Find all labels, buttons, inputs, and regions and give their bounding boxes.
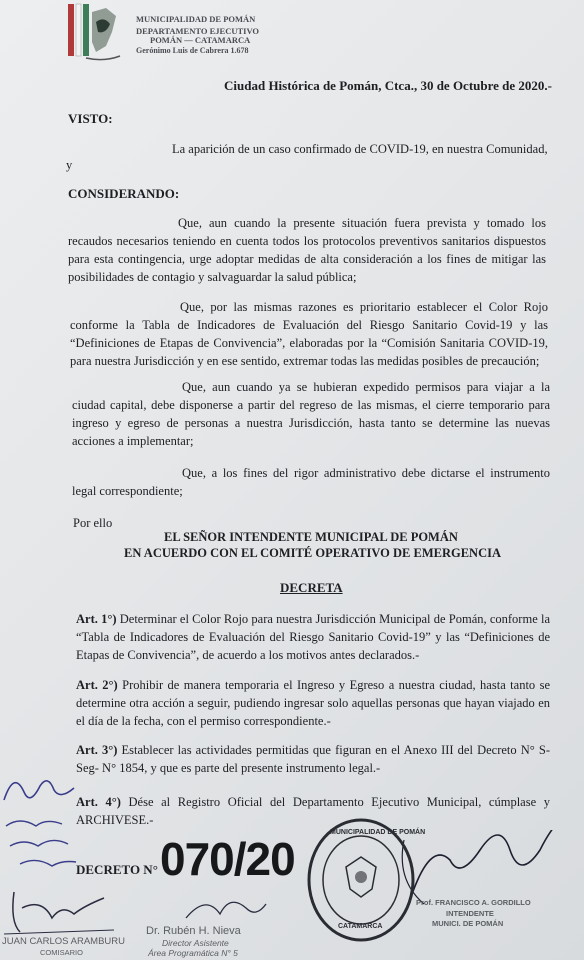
handwritten-note-icon	[0, 760, 90, 880]
signature-middle-icon	[180, 888, 270, 928]
signature-middle-name: Dr. Rubén H. Nieva	[146, 925, 241, 937]
header-line-2: DEPARTAMENTO EJECUTIVO	[136, 26, 260, 36]
signature-right-title-2: MUNICI. DE POMÁN	[432, 919, 504, 928]
article-text: Prohibir de manera temporaria el Ingreso y Egreso a nuestra ciudad, hasta tanto se determine otra acción a seguir, pudiendo ingresar solo aquellas personas que hayan viajado en el día de la fecha, con el permiso correspondiente.-	[76, 678, 551, 728]
header-line-3: POMÁN — CATAMARCA	[150, 35, 251, 45]
considerando-paragraph-4: Que, a los fines del rigor administrativo debe dictarse el instrumento legal correspondiente;	[72, 466, 550, 498]
seal-text-bottom: CATAMARCA	[338, 923, 383, 930]
article-1	[76, 610, 550, 664]
article-2	[76, 676, 550, 730]
intendente-line-2: EN ACUERDO CON EL COMITÉ OPERATIVO DE EMERGENCIA	[124, 546, 501, 560]
decreto-number: 070/20	[160, 833, 295, 885]
decreta-heading: DECRETA	[280, 580, 343, 595]
considerando-heading: CONSIDERANDO:	[68, 186, 180, 201]
considerando-paragraph-3: Que, aun cuando ya se hubieran expedido permisos para viajar a la ciudad capital, debe disponerse a partir del regreso de las mismas, el cierre temporario para ingreso y egreso de personas a nuestra Jurisdicción, hasta tanto se determine las nuevas acciones a implementar;	[72, 380, 550, 448]
article-text: Determinar el Color Rojo para nuestra Jurisdicción Municipal de Pomán, conforme la “Tabla de Indicadores de Evaluación del Riesgo Sanitario Covid-19” y las “Definiciones de Etapas de Convivencia”, de acuerdo a los motivos antes declarados.-	[76, 612, 550, 662]
article-text: Establecer las actividades permitidas que figuran en el Anexo III del Decreto N° S- Seg- N° 1854, y que es parte del presente instrumento legal.-	[76, 743, 551, 775]
seal-text-top: MUNICIPALIDAD DE POMÁN	[330, 829, 426, 836]
article-label: Art. 2°)	[76, 678, 118, 692]
visto-conjunction: y	[66, 158, 73, 172]
signature-left-icon	[4, 888, 114, 938]
article-label: Art. 4°)	[76, 795, 121, 809]
article-text: Dése al Registro Oficial del Departamento Ejecutivo Municipal, cúmplase y ARCHIVESE.-	[76, 795, 550, 827]
date-line: Ciudad Histórica de Pomán, Ctca., 30 de Octubre de 2020.-	[224, 78, 552, 93]
article-3	[76, 741, 550, 777]
considerando-paragraph-1: Que, aun cuando la presente situación fuera prevista y tomado los recaudos necesarios teniendo en cuenta todos los protocolos preventivos sanitarios dispuestos para esta contingencia, urge adoptar medidas de alta consideración a los fines de mitigar las posibilidades de contagio y salvaguardar la salud pública;	[68, 216, 546, 284]
signature-left-name: JUAN CARLOS ARAMBURU	[2, 936, 125, 947]
signature-middle-title-2: Área Programática N° 5	[148, 948, 238, 958]
municipal-logo-icon	[66, 2, 122, 62]
signature-left-title: COMISARIO	[40, 948, 83, 957]
por-ello: Por ello	[73, 516, 113, 530]
considerando-paragraph-2: Que, por las mismas razones es prioritario establecer el Color Rojo conforme la Tabla de Indicadores de Evaluación del Riesgo Sanitario Covid-19 y las “Definiciones de Etapas de Convivencia”, elaboradas por la “Comisión Sanitaria COVID-19, para nuestra Jurisdicción y en ese sentido, extremar todas las medidas posibles de precaución;	[70, 300, 548, 368]
signature-middle-title-1: Director Asistente	[162, 938, 229, 948]
header-line-4: Gerónimo Luis de Cabrera 1.678	[136, 46, 249, 55]
visto-text: La aparición de un caso confirmado de COVID-19, en nuestra Comunidad,	[172, 142, 548, 156]
decreto-label: DECRETO N°	[76, 862, 158, 877]
intendente-line-1: EL SEÑOR INTENDENTE MUNICIPAL DE POMÁN	[164, 530, 458, 544]
visto-heading: VISTO:	[68, 111, 113, 126]
signature-right-title-1: INTENDENTE	[446, 909, 494, 918]
article-label: Art. 3°)	[76, 743, 118, 757]
signature-right-name: Prof. FRANCISCO A. GORDILLO	[416, 898, 531, 907]
article-label: Art. 1°)	[76, 612, 117, 626]
header-line-1: MUNICIPALIDAD DE POMÁN	[136, 14, 256, 24]
